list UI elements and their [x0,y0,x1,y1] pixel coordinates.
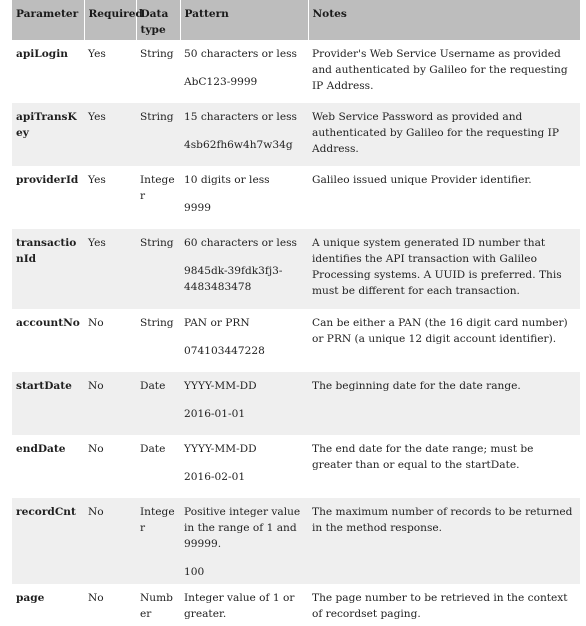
cell-pattern [180,435,308,498]
pattern-text: 10 digits or less [184,174,270,186]
cell-data-type: Date [140,380,166,392]
table-row [12,372,580,435]
cell-data-type: Date [140,443,166,455]
parameters-table [12,0,580,626]
table-row [12,584,580,626]
pattern-example: 2016-01-01 [184,408,246,420]
pattern-example: 2016-02-01 [184,471,246,483]
cell-pattern [180,40,308,103]
pattern-example: AbC123-9999 [184,76,258,88]
cell-notes: Galileo issued unique Provider identifier. [312,174,532,186]
table-row [12,498,580,584]
pattern-example: 9999 [184,202,211,214]
cell-notes: The maximum number of records to be returned in the method response. [312,506,573,534]
cell-required: No [88,506,104,518]
pattern-example: 4sb62fh6w4h7w34g [184,139,293,151]
cell-pattern [180,229,308,309]
cell-pattern [180,498,308,584]
header-required: Required [84,0,136,40]
pattern-text: Positive integer value in the range of 1 and 99999. [184,506,301,550]
cell-required: No [88,592,104,604]
header-data-type: Data type [136,0,180,40]
cell-notes: The page number to be retrieved in the context of recordset paging. [312,592,568,620]
table-row [12,40,580,103]
cell-parameter: transactionId [16,237,77,265]
cell-notes: Provider's Web Service Username as provided and authenticated by Galileo for the requesting IP Address. [312,48,568,92]
table-row [12,166,580,229]
cell-pattern [180,103,308,166]
header-notes: Notes [308,0,580,40]
pattern-text: 50 characters or less [184,48,297,60]
table-row [12,309,580,372]
pattern-example: 100 [184,566,205,578]
pattern-text: Integer value of 1 or greater. [184,592,295,620]
cell-data-type: String [140,237,174,249]
pattern-text: PAN or PRN [184,317,250,329]
table-row [12,229,580,309]
cell-data-type: Integer [140,174,175,202]
cell-pattern [180,166,308,229]
cell-pattern [180,584,308,626]
header-row [12,0,580,40]
cell-required: Yes [88,237,106,249]
cell-parameter: startDate [16,380,72,392]
cell-data-type: Integer [140,506,175,534]
pattern-text: 60 characters or less [184,237,297,249]
cell-required: Yes [88,174,106,186]
cell-required: Yes [88,111,106,123]
cell-parameter: apiTransKey [16,111,77,139]
table-row [12,435,580,498]
table-body [12,40,580,626]
cell-pattern [180,309,308,372]
cell-data-type: Number [140,592,173,620]
cell-required: No [88,317,104,329]
cell-notes: The end date for the date range; must be greater than or equal to the startDate. [312,443,534,471]
table-row [12,103,580,166]
cell-notes: Web Service Password as provided and authenticated by Galileo for the requesting IP Address. [312,111,559,155]
pattern-example: 9845dk-39fdk3fj3-4483483478 [184,265,283,293]
cell-parameter: apiLogin [16,48,68,60]
cell-data-type: String [140,111,174,123]
pattern-example: 074103447228 [184,345,265,357]
pattern-text: YYYY-MM-DD [184,380,257,392]
cell-required: No [88,443,104,455]
pattern-text: 15 characters or less [184,111,297,123]
cell-parameter: accountNo [16,317,80,329]
cell-notes: Can be either a PAN (the 16 digit card number) or PRN (a unique 12 digit account identifier). [312,317,568,345]
cell-data-type: String [140,48,174,60]
cell-notes: A unique system generated ID number that identifies the API transaction with Galileo Processing systems. A UUID is preferred. This must be different for each transaction. [312,237,562,297]
cell-required: No [88,380,104,392]
cell-data-type: String [140,317,174,329]
cell-pattern [180,372,308,435]
cell-parameter: providerId [16,174,79,186]
cell-parameter: endDate [16,443,66,455]
cell-parameter: page [16,592,45,604]
header-parameter: Parameter [12,0,84,40]
pattern-text: YYYY-MM-DD [184,443,257,455]
cell-parameter: recordCnt [16,506,76,518]
table-header [12,0,580,40]
cell-notes: The beginning date for the date range. [312,380,521,392]
cell-required: Yes [88,48,106,60]
header-pattern: Pattern [180,0,308,40]
